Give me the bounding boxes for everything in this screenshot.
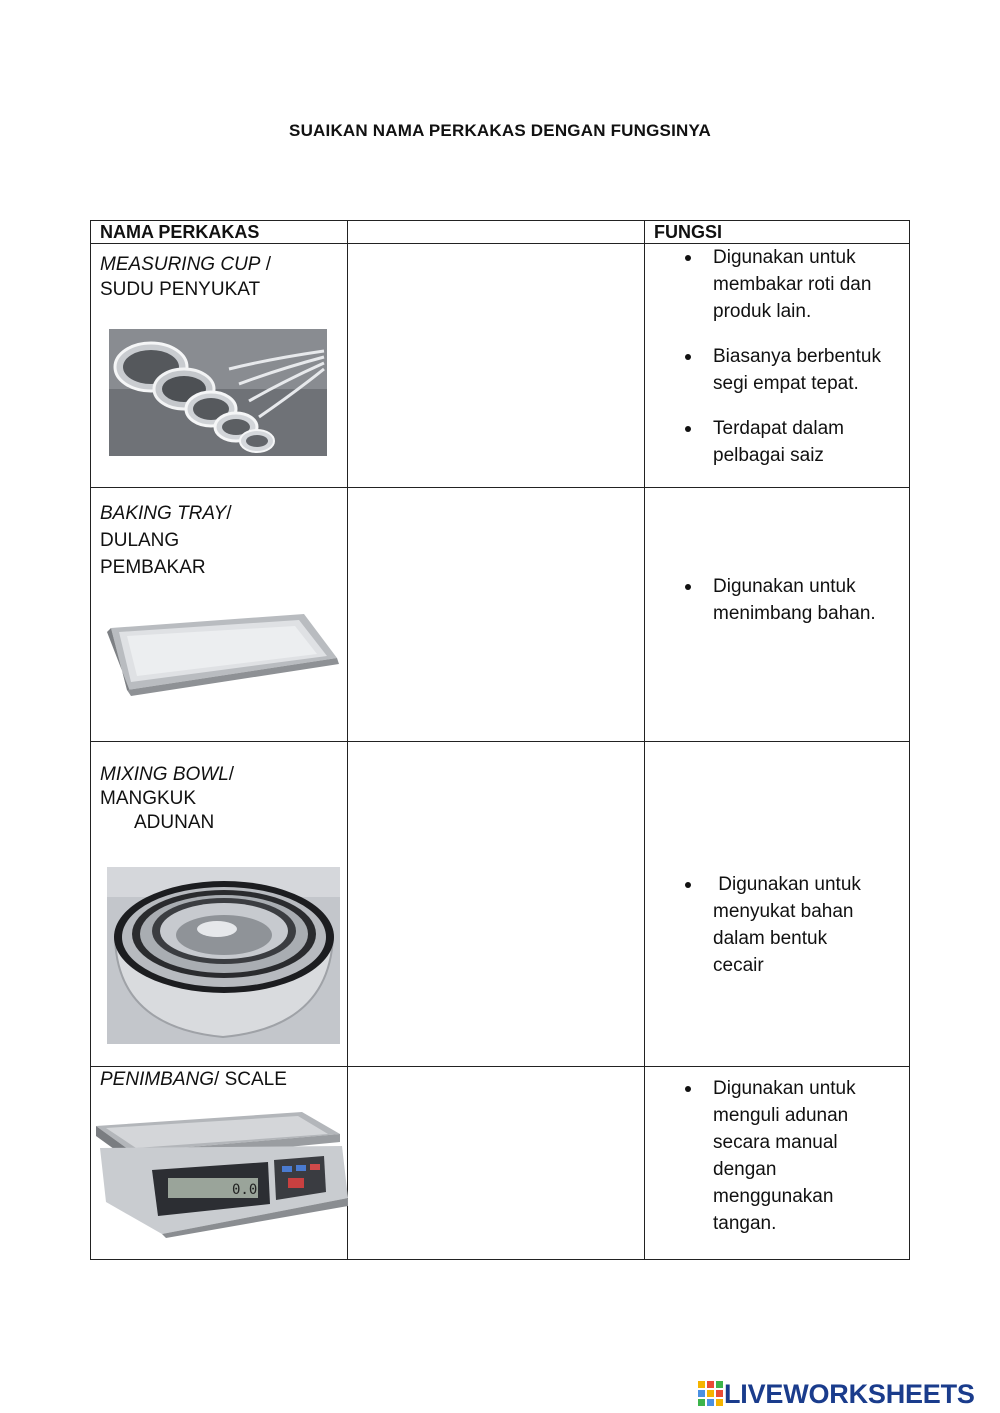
function-cell <box>645 488 910 742</box>
function-list <box>645 1067 909 1237</box>
answer-cell[interactable] <box>348 742 645 1067</box>
tool-name-cell <box>91 1067 348 1260</box>
tool-name-cell <box>91 488 348 742</box>
tool-name: MEASURING CUP / SUDU PENYUKAT <box>100 254 272 300</box>
liveworksheets-logo <box>698 1378 975 1410</box>
baking-tray-photo <box>99 610 341 696</box>
function-cell <box>645 1067 910 1260</box>
function-cell <box>645 742 910 1067</box>
function-item[interactable]: Digunakan untuk menyukat bahan dalam bentuk cecair <box>713 871 883 979</box>
table-row <box>91 244 910 488</box>
header-blank <box>348 221 645 244</box>
function-list <box>645 488 909 627</box>
answer-cell[interactable] <box>348 488 645 742</box>
weighing-scale-photo <box>92 1108 348 1238</box>
function-list <box>645 244 909 469</box>
function-item[interactable]: Digunakan untuk menimbang bahan. <box>713 573 893 627</box>
table-row <box>91 742 910 1067</box>
measuring-cups-photo <box>109 329 327 456</box>
mixing-bowls-photo <box>107 867 340 1044</box>
tool-name-cell <box>91 742 348 1067</box>
tool-name: BAKING TRAY/ DULANG PEMBAKAR <box>100 503 232 578</box>
matching-table <box>90 220 910 1260</box>
table-row <box>91 488 910 742</box>
liveworksheets-logo-icon <box>698 1381 724 1407</box>
scale-display-value: 0.0 <box>232 1182 258 1198</box>
table-header-row <box>91 221 910 244</box>
page-title: SUAIKAN NAMA PERKAKAS DENGAN FUNGSINYA <box>289 121 711 140</box>
header-fungsi: FUNGSI <box>645 221 910 244</box>
tool-name: PENIMBANG/ SCALE <box>100 1069 287 1090</box>
function-cell <box>645 244 910 488</box>
function-list <box>645 742 909 979</box>
function-item[interactable]: Terdapat dalam pelbagai saiz <box>713 415 873 469</box>
tool-name-cell <box>91 244 348 488</box>
function-item[interactable]: Digunakan untuk membakar roti dan produk lain. <box>713 244 893 325</box>
logo-text: LIVEWORKSHEETS <box>724 1378 975 1409</box>
tool-name: MIXING BOWL/ MANGKUK ADUNAN <box>100 764 235 833</box>
table-row <box>91 1067 910 1260</box>
answer-cell[interactable] <box>348 244 645 488</box>
function-item[interactable]: Biasanya berbentuk segi empat tepat. <box>713 343 898 397</box>
answer-cell[interactable] <box>348 1067 645 1260</box>
function-item[interactable]: Digunakan untuk menguli adunan secara manual dengan menggunakan tangan. <box>713 1075 863 1237</box>
header-nama-perkakas: NAMA PERKAKAS <box>91 221 348 244</box>
